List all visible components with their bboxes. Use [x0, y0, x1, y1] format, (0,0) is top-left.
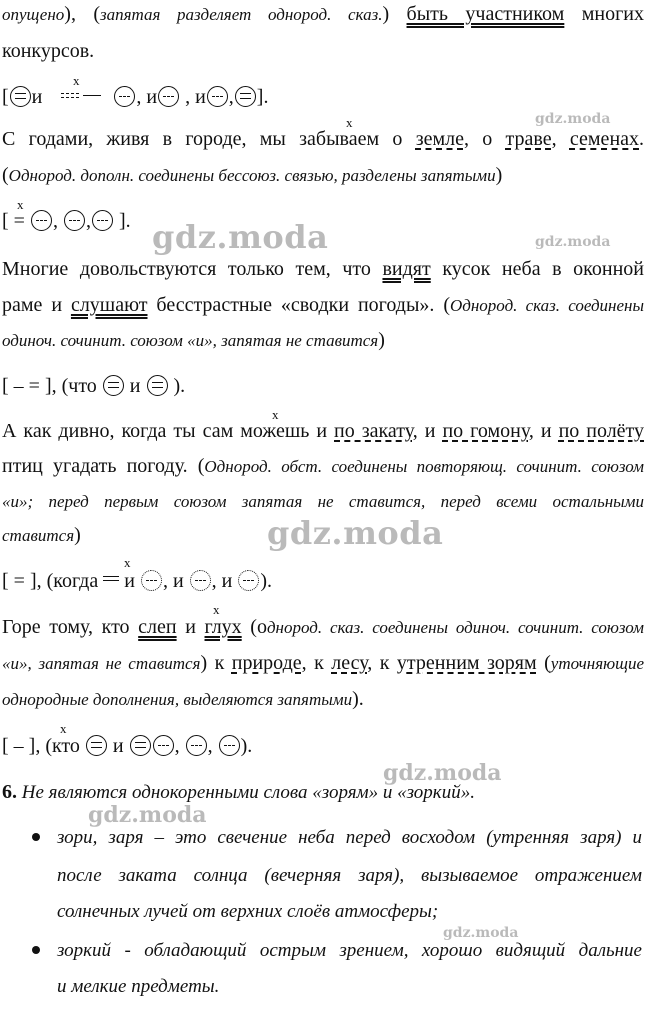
text-fragment: )	[74, 524, 81, 546]
watermark: gdz.moda	[152, 218, 329, 256]
scheme-line	[2, 735, 644, 757]
watermark: gdz.moda	[383, 760, 502, 786]
text-fragment: бесстрастные «сводки погоды». (	[147, 294, 450, 316]
text-line	[2, 688, 644, 711]
conjunction: и	[124, 375, 146, 397]
comma: ,	[52, 210, 63, 232]
bracket: ].	[113, 210, 131, 232]
predicate-underlined: видят	[382, 258, 431, 280]
note-fragment: Однород. сказ. соединены	[450, 296, 644, 315]
text-fragment: , к	[301, 652, 332, 674]
text-fragment: )	[378, 329, 385, 351]
text-fragment: )	[495, 164, 503, 186]
adverbial-underlined: по полёту	[558, 420, 645, 442]
scheme-line	[2, 375, 644, 397]
list-item-text: зори, заря – это свечение неба перед восходом (утренняя заря) и	[57, 827, 642, 848]
scheme-text: [ – = ], (что	[2, 375, 102, 397]
object-underlined: утренним зорям	[396, 652, 537, 674]
adverbial-underlined: по гомону	[442, 420, 529, 442]
text-fragment: птиц угадать погоду. (	[2, 455, 205, 477]
scheme-line	[2, 570, 644, 592]
text-fragment: А как дивно, когда ты сам можешь и	[2, 420, 335, 442]
watermark: gdz.moda	[535, 234, 611, 250]
dash-mark-icon	[83, 95, 101, 96]
text-line	[2, 455, 644, 478]
text-fragment: С годами, живя в городе, мы забываем о	[2, 128, 416, 150]
note-fragment: одиноч. сочинит. союзом «и», запятая не ставится	[2, 331, 379, 350]
predicate-circle-icon	[235, 86, 256, 107]
text-fragment: ) к	[200, 652, 232, 674]
text-fragment: Многие довольствуются только тем, что	[2, 258, 383, 280]
member-circle-icon	[64, 210, 85, 231]
object-underlined: семенах	[569, 128, 640, 150]
member-circle-icon	[219, 735, 240, 756]
bracket: ).	[168, 375, 186, 397]
list-item-line	[57, 940, 642, 962]
predicate-underlined: слушают	[70, 294, 148, 316]
scheme-line	[2, 86, 644, 108]
text-fragment: раме и	[2, 294, 71, 316]
bullet-icon	[32, 946, 40, 954]
x-mark: x	[60, 721, 67, 736]
list-item-text: зоркий - обладающий острым зрением, хорошо видящий дальние	[57, 940, 642, 961]
conjunction: , и	[136, 86, 158, 108]
text-line	[2, 3, 644, 26]
list-item-line	[57, 827, 642, 849]
scheme-text: [ = ], (когда	[2, 570, 104, 592]
x-mark: x	[73, 73, 80, 88]
text-fragment: и	[176, 616, 205, 638]
object-underlined: земле	[415, 128, 464, 150]
text-fragment: , к	[367, 652, 397, 674]
text-fragment: , и	[412, 420, 443, 442]
adverbial-circle-icon	[190, 570, 211, 591]
comma: ,	[85, 210, 91, 232]
predicate-circle-icon	[147, 375, 168, 396]
task-text: Не являются однокоренными слова «зорям» и «зоркий».	[17, 782, 475, 803]
note-fragment: Однород. дополн. соединены бессоюз. связью, разделены запятыми	[8, 166, 496, 185]
note-line	[2, 491, 644, 513]
member-circle-icon	[207, 86, 228, 107]
object-underlined: траве	[505, 128, 552, 150]
comma: ,	[228, 86, 234, 108]
conjunction: , и	[162, 570, 189, 592]
predicate-circle-icon	[86, 735, 107, 756]
watermark: gdz.moda	[88, 802, 207, 828]
text-line	[2, 40, 644, 62]
note-fragment: Однород. обст. соединены повторяющ. сочинит. союзом	[204, 457, 644, 476]
text-line	[2, 420, 644, 442]
bullet-icon	[32, 833, 40, 841]
conjunction: и	[31, 86, 43, 108]
adverbial-circle-icon	[238, 570, 259, 591]
text-fragment: .	[639, 128, 645, 150]
note-fragment: однородные дополнения, выделяются запятыми	[2, 690, 353, 709]
text-fragment: ).	[352, 688, 364, 710]
watermark: gdz.moda	[443, 925, 519, 941]
note-fragment: ставится	[2, 526, 75, 545]
member-circle-icon	[31, 210, 52, 231]
watermark: gdz.moda	[267, 514, 444, 552]
object-underlined: лесу	[331, 652, 368, 674]
bracket: [ =	[2, 210, 30, 232]
text-fragment: (о	[241, 616, 267, 638]
bracket: ).	[260, 570, 273, 592]
text-fragment: кусок неба в оконной	[430, 258, 644, 280]
predicate-underlined: глух	[204, 616, 242, 638]
conjunction: , и	[211, 570, 238, 592]
conjunction: и	[119, 570, 140, 592]
text-line	[2, 258, 644, 280]
scheme-text: [ – ], (кто	[2, 735, 85, 757]
text-fragment: конкурсов.	[2, 40, 95, 62]
text-fragment: опущено	[2, 5, 65, 24]
text-fragment: , о	[463, 128, 506, 150]
task-number: 6.	[2, 781, 17, 803]
list-item-text: и мелкие предметы.	[57, 976, 220, 997]
comma: ,	[174, 735, 185, 757]
predicate-circle-icon	[103, 375, 124, 396]
text-line	[2, 652, 644, 675]
bracket: ).	[240, 735, 253, 757]
text-line	[2, 128, 644, 150]
x-mark: x	[17, 197, 24, 212]
bracket: ].	[256, 86, 269, 108]
adverbial-underlined: по закату	[334, 420, 413, 442]
text-line	[2, 164, 644, 187]
subject-mark-icon	[61, 93, 79, 98]
object-underlined: природе	[231, 652, 302, 674]
list-item-line	[57, 865, 642, 887]
comma: ,	[207, 735, 218, 757]
bracket: [	[2, 86, 9, 108]
conjunction: и	[107, 735, 129, 757]
text-fragment: ,	[551, 128, 570, 150]
note-fragment: «и», запятая не ставится	[2, 654, 201, 673]
task-heading	[2, 781, 644, 804]
list-item-text: солнечных лучей от верхних слоёв атмосферы;	[57, 901, 439, 922]
adverbial-circle-icon	[141, 570, 162, 591]
list-item-line	[57, 901, 644, 923]
text-line	[2, 329, 644, 352]
text-fragment: Горе тому, кто	[2, 616, 139, 638]
note-fragment: уточняющие	[550, 654, 644, 673]
text-line	[2, 294, 644, 317]
x-mark: x	[272, 407, 279, 422]
predicate-circle-icon	[130, 735, 151, 756]
predicate-underlined: быть участником	[406, 3, 565, 25]
text-fragment: (	[2, 164, 9, 186]
x-mark: x	[346, 115, 353, 130]
member-circle-icon	[158, 86, 179, 107]
text-fragment: , и	[528, 420, 559, 442]
member-circle-icon	[153, 735, 174, 756]
note-fragment: днород. сказ. соединены одиноч. сочинит. союзом	[266, 618, 644, 637]
list-item-line	[57, 976, 644, 998]
predicate-circle-icon	[10, 86, 31, 107]
text-fragment: )	[382, 3, 407, 25]
text-fragment: (	[536, 652, 551, 674]
member-circle-icon	[114, 86, 135, 107]
member-circle-icon	[186, 735, 207, 756]
text-line	[2, 616, 644, 639]
conjunction: , и	[180, 86, 206, 108]
predicate-underlined: слеп	[138, 616, 177, 638]
list-item-text: после заката солнца (вечерняя заря), вызываемое отражением	[57, 865, 642, 886]
note-fragment: запятая разделяет однород. сказ.	[100, 5, 383, 24]
text-fragment: ), (	[64, 3, 100, 25]
watermark: gdz.moda	[535, 111, 611, 127]
x-mark: x	[213, 602, 220, 617]
note-fragment: «и»; перед первым союзом запятая не ставится, перед всеми остальными	[2, 492, 644, 511]
x-mark: x	[124, 555, 131, 570]
member-circle-icon	[92, 210, 113, 231]
predicate-mark-icon	[103, 576, 119, 581]
text-fragment: многих	[564, 3, 644, 25]
